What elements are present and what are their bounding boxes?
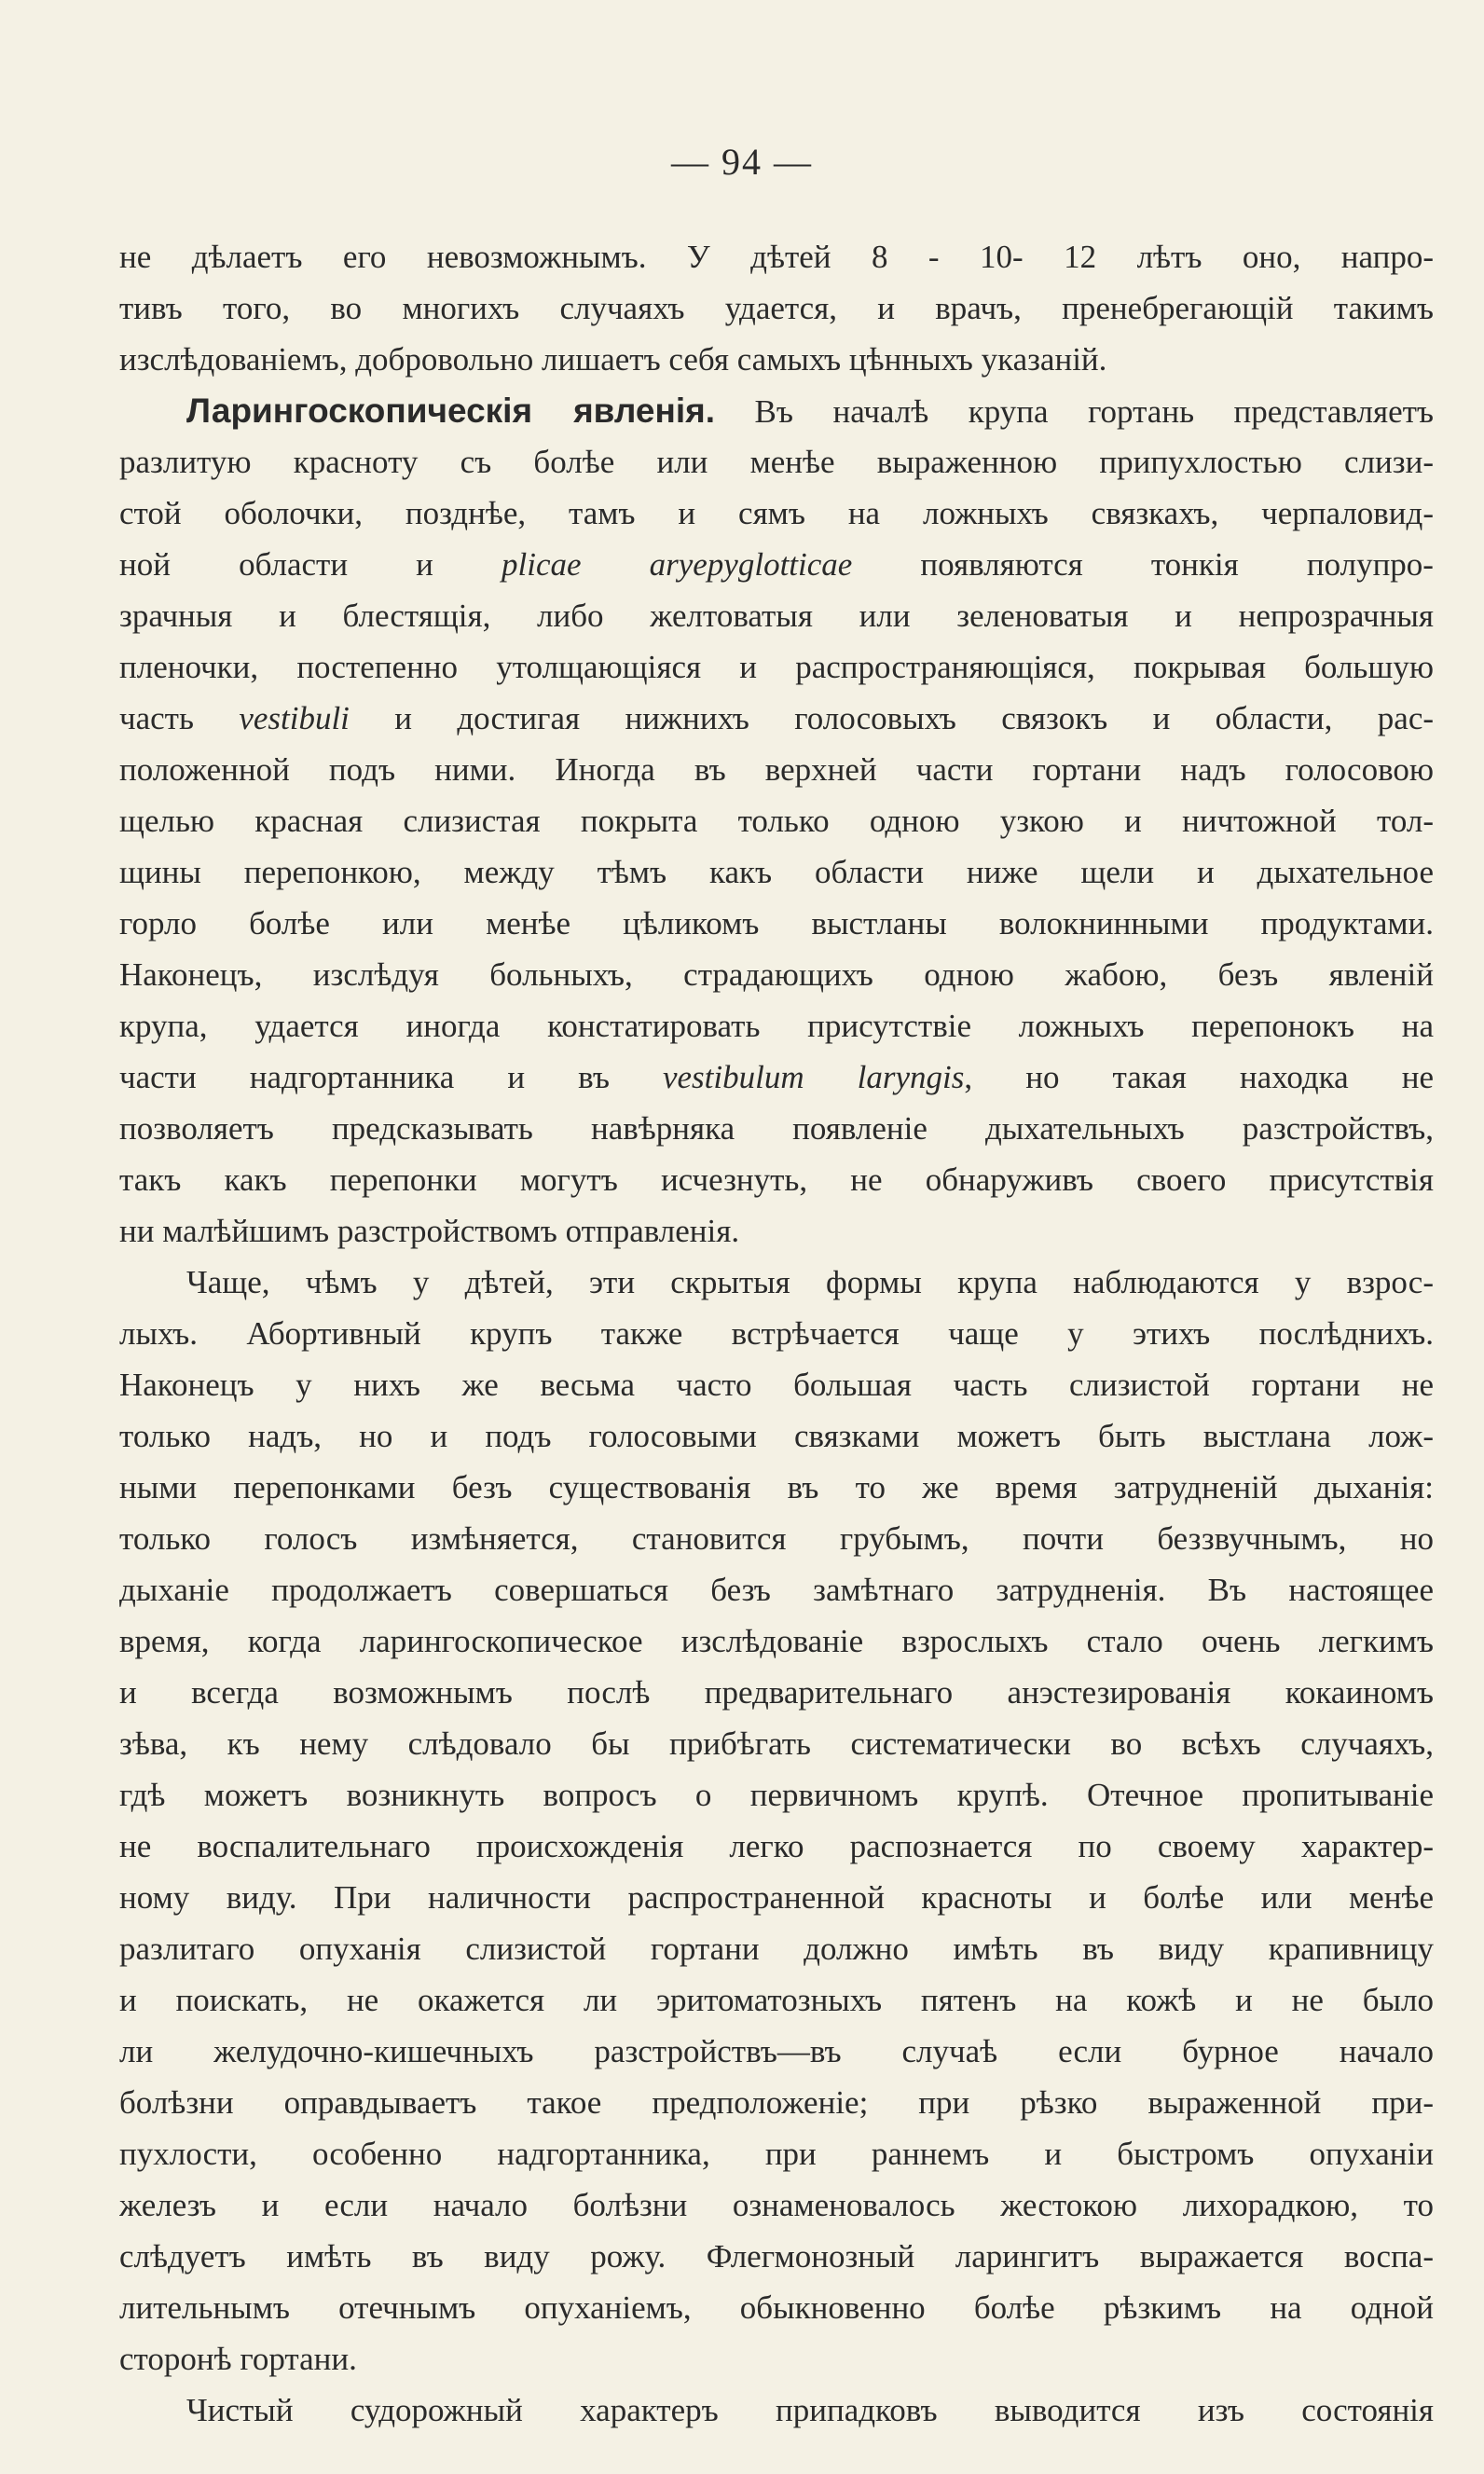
text-line	[119, 2231, 1434, 2282]
text-line	[119, 1564, 1434, 1615]
text-line	[119, 2333, 1434, 2385]
text-run: ной области и	[119, 546, 502, 583]
text-run: положенной подъ ними. Иногда въ верхней части гортани надъ голосовою	[119, 751, 1434, 788]
text-run: стой оболочки, позднѣе, тамъ и сямъ на ложныхъ связкахъ, черпаловид-	[119, 495, 1434, 531]
latin-term: plicae aryepyglotticae	[502, 546, 853, 583]
text-run: дыханіе продолжаетъ совершаться безъ замѣтнаго затрудненія. Въ настоящее	[119, 1572, 1434, 1608]
text-line	[119, 1615, 1434, 1667]
text-run: позволяетъ предсказывать навѣрняка появленіе дыхательныхъ разстройствъ,	[119, 1110, 1434, 1147]
text-run: Чаще, чѣмъ у дѣтей, эти скрытыя формы крупа наблюдаются у взрос-	[186, 1264, 1434, 1300]
text-run: и достигая нижнихъ голосовыхъ связокъ и области, рас-	[349, 700, 1434, 736]
text-line	[119, 1923, 1434, 1974]
text-run: железъ и если начало болѣзни ознаменовалось жестокою лихорадкою, то	[119, 2187, 1434, 2223]
text-run: сторонѣ гортани.	[119, 2341, 357, 2377]
text-line	[119, 231, 1434, 282]
text-line	[119, 2128, 1434, 2179]
text-run: зѣва, къ нему слѣдовало бы прибѣгать систематически во всѣхъ случаяхъ,	[119, 1725, 1434, 1762]
text-line	[119, 1308, 1434, 1359]
text-run: изслѣдованіемъ, добровольно лишаетъ себя самыхъ цѣнныхъ указаній.	[119, 341, 1107, 378]
text-line	[119, 436, 1434, 488]
text-line	[119, 1257, 1434, 1308]
text-line	[119, 1872, 1434, 1923]
text-run: тивъ того, во многихъ случаяхъ удается, и врачъ, пренебрегающій такимъ	[119, 290, 1434, 326]
text-run: такъ какъ перепонки могутъ исчезнуть, не обнаруживъ своего присутствія	[119, 1161, 1434, 1198]
text-run: не воспалительнаго происхожденія легко распознается по своему характер-	[119, 1828, 1434, 1864]
text-line	[119, 334, 1434, 385]
text-run: гдѣ можетъ возникнуть вопросъ о первичномъ крупѣ. Отечное пропитываніе	[119, 1777, 1434, 1813]
section-heading: Ларингоскопическія явленія.	[186, 392, 716, 430]
text-line	[119, 590, 1434, 641]
text-run: и поискать, не окажется ли эритоматозныхъ пятенъ на кожѣ и не было	[119, 1982, 1434, 2018]
body-text	[119, 231, 1434, 2436]
text-run: слѣдуетъ имѣть въ виду рожу. Флегмонозный ларингитъ выражается воспа-	[119, 2238, 1434, 2275]
text-run: пухлости, особенно надгортанника, при раннемъ и быстромъ опуханіи	[119, 2136, 1434, 2172]
text-run: пленочки, постепенно утолщающіяся и распространяющіяся, покрывая большую	[119, 649, 1434, 685]
text-line	[119, 693, 1434, 744]
text-line	[119, 1359, 1434, 1410]
text-run: и всегда возможнымъ послѣ предварительнаго анэстезированія кокаиномъ	[119, 1674, 1434, 1711]
text-run: горло болѣе или менѣе цѣликомъ выстланы волокнинными продуктами.	[119, 905, 1434, 941]
text-line	[119, 1205, 1434, 1257]
text-run: части надгортанника и въ	[119, 1059, 663, 1095]
text-line	[119, 1154, 1434, 1205]
latin-term: vestibulum laryngis	[662, 1059, 965, 1095]
text-run: зрачныя и блестящія, либо желтоватыя или зеленоватыя и непрозрачныя	[119, 598, 1434, 634]
text-line	[119, 2385, 1434, 2436]
text-run: появляются тонкія полупро-	[852, 546, 1434, 583]
text-line	[119, 1000, 1434, 1051]
text-run: лительнымъ отечнымъ опуханіемъ, обыкновенно болѣе рѣзкимъ на одной	[119, 2289, 1434, 2326]
text-run: ли желудочно-кишечныхъ разстройствъ—въ случаѣ если бурное начало	[119, 2033, 1434, 2069]
text-line	[119, 898, 1434, 949]
text-run: часть	[119, 700, 240, 736]
text-line	[119, 846, 1434, 898]
text-line	[119, 2077, 1434, 2128]
text-run: щелью красная слизистая покрыта только одною узкою и ничтожной тол-	[119, 803, 1434, 839]
text-line	[119, 539, 1434, 590]
page-number: — 94 —	[671, 141, 813, 183]
text-line	[119, 2282, 1434, 2333]
text-line	[119, 385, 1434, 436]
text-run: не дѣлаетъ его невозможнымъ. У дѣтей 8 - 10- 12 лѣтъ оно, напро-	[119, 239, 1434, 275]
text-line	[119, 1051, 1434, 1103]
text-run: крупа, удается иногда констатировать присутствіе ложныхъ перепонокъ на	[119, 1008, 1434, 1044]
text-run: Наконецъ у нихъ же весьма часто большая часть слизистой гортани не	[119, 1367, 1434, 1403]
text-run: Въ началѣ крупа гортань представляетъ	[715, 393, 1434, 430]
text-line	[119, 1462, 1434, 1513]
text-run: лыхъ. Абортивный крупъ также встрѣчается чаще у этихъ послѣднихъ.	[119, 1315, 1434, 1352]
text-run: разлитую красноту съ болѣе или менѣе выраженною припухлостью слизи-	[119, 444, 1434, 480]
latin-term: vestibuli	[239, 700, 350, 736]
text-run: ными перепонками безъ существованія въ то же время затрудненій дыханія:	[119, 1469, 1434, 1505]
text-line	[119, 744, 1434, 795]
text-line	[119, 1410, 1434, 1462]
text-line	[119, 2026, 1434, 2077]
text-line	[119, 1974, 1434, 2026]
text-line	[119, 1513, 1434, 1564]
text-run: щины перепонкою, между тѣмъ какъ области ниже щели и дыхательное	[119, 854, 1434, 890]
text-line	[119, 282, 1434, 334]
text-line	[119, 1821, 1434, 1872]
text-run: только голосъ измѣняется, становится грубымъ, почти беззвучнымъ, но	[119, 1520, 1434, 1557]
text-line	[119, 2179, 1434, 2231]
text-line	[119, 1667, 1434, 1718]
text-run: болѣзни оправдываетъ такое предположеніе; при рѣзко выраженной при-	[119, 2084, 1434, 2121]
text-line	[119, 949, 1434, 1000]
text-run: ни малѣйшимъ разстройствомъ отправленія.	[119, 1213, 740, 1249]
text-run: , но такая находка не	[964, 1059, 1434, 1095]
text-run: ному виду. При наличности распространенной красноты и болѣе или менѣе	[119, 1879, 1434, 1916]
text-run: время, когда ларингоскопическое изслѣдованіе взрослыхъ стало очень легкимъ	[119, 1623, 1434, 1659]
text-line	[119, 1103, 1434, 1154]
text-line	[119, 488, 1434, 539]
text-line	[119, 1769, 1434, 1821]
text-run: только надъ, но и подъ голосовыми связками можетъ быть выстлана лож-	[119, 1418, 1434, 1454]
text-line	[119, 641, 1434, 693]
text-run: Чистый судорожный характеръ припадковъ выводится изъ состоянія	[186, 2392, 1434, 2428]
text-line	[119, 795, 1434, 846]
text-line	[119, 1718, 1434, 1769]
text-run: разлитаго опуханія слизистой гортани должно имѣть въ виду крапивницу	[119, 1931, 1434, 1967]
text-run: Наконецъ, изслѣдуя больныхъ, страдающихъ одною жабою, безъ явленій	[119, 956, 1434, 993]
